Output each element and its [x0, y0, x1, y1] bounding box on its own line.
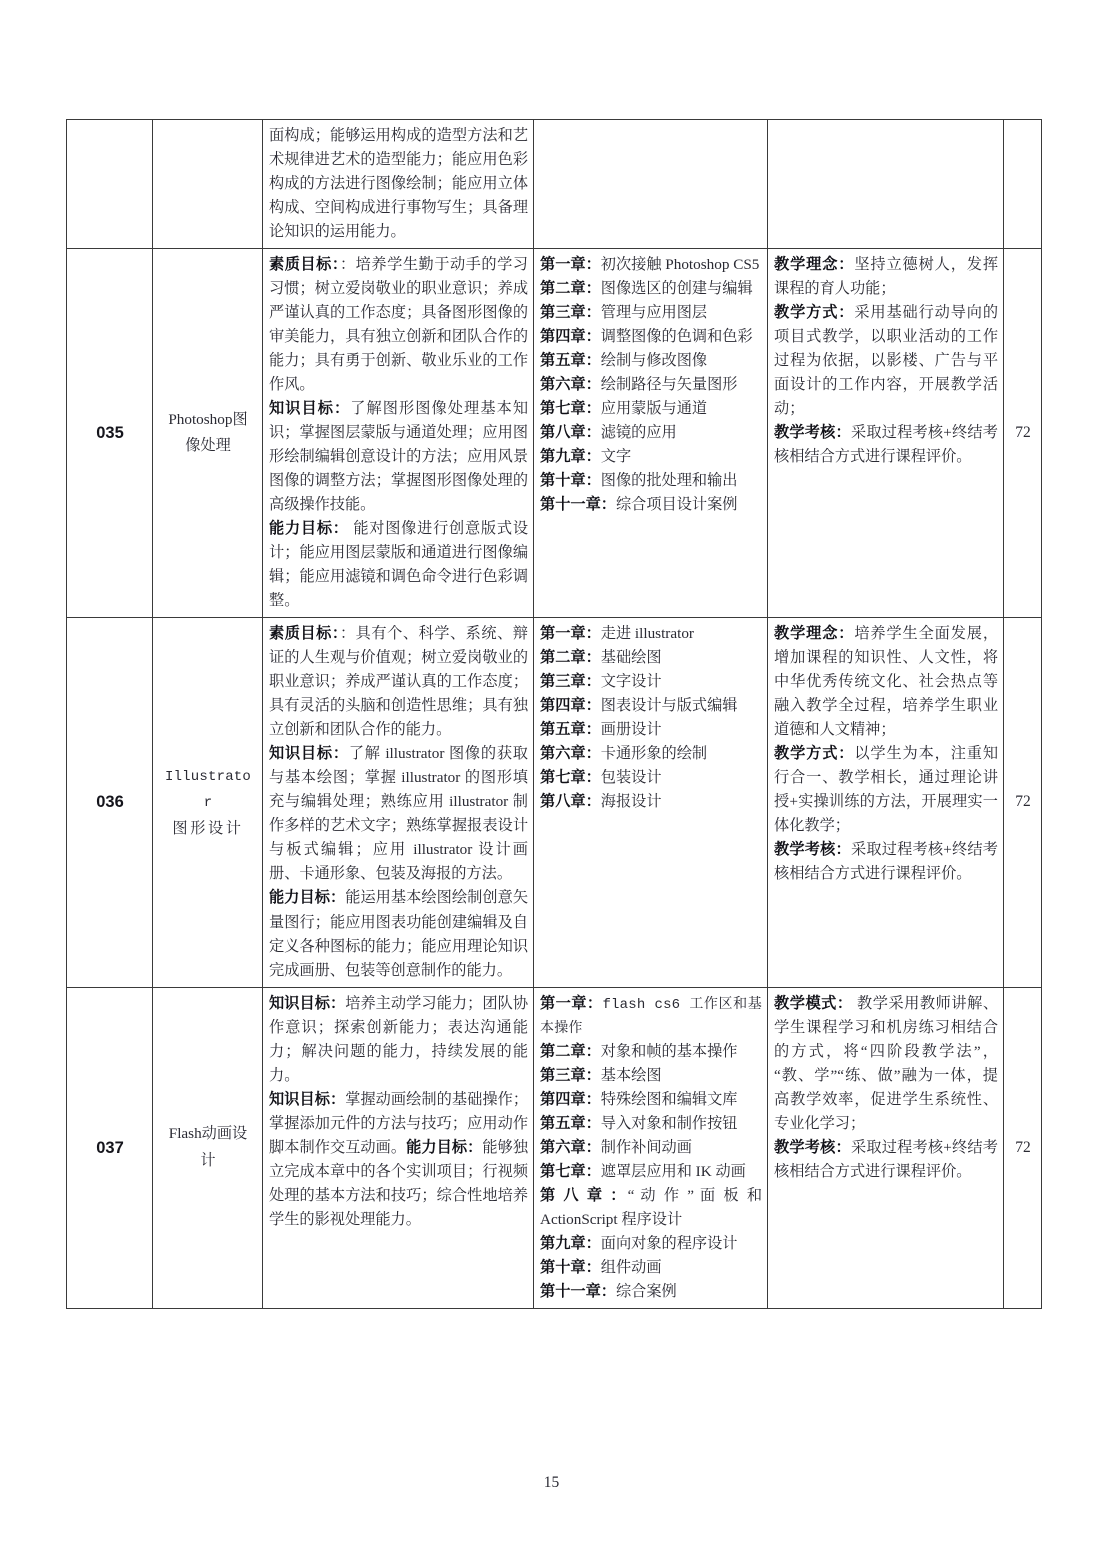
chapter-item: [540, 397, 762, 421]
chapter-label: 第一章：: [540, 994, 603, 1012]
chapter-text: 基本绘图: [600, 1066, 662, 1084]
goal-text: 了解 illustrator 图像的获取与基本绘图；掌握 illustrator 的图形填充与编辑处理；熟练应用 illustrator 制作多样的艺术文字；熟练掌握报表设计与板式编辑；应用 illustrator 设计画册、卡通形象、包装及海报的方法。: [269, 745, 528, 883]
course-name-line: r: [203, 795, 213, 812]
table-row: [67, 618, 1042, 987]
chapter-label: 第九章：: [540, 448, 601, 466]
goal-paragraph: 面构成；能够运用构成的造型方法和艺术规律进艺术的造型能力；能应用色彩构成的方法进行图像绘制；能应用立体构成、空间构成进行事物写生；具备理论知识的运用能力。: [269, 127, 528, 241]
teaching-item: [774, 1136, 998, 1184]
teaching-ideas: [768, 120, 1004, 249]
chapter-item: [540, 992, 762, 1040]
chapter-label: 第三章：: [540, 1066, 601, 1084]
teaching-item: [774, 421, 998, 469]
goal-text: 了解图形图像处理基本知识；掌握图层蒙版与通道处理；应用图形绘制编辑创意设计的方法；应用风景图像的调整方法；掌握图形图像处理的高级操作技能。: [269, 400, 529, 514]
chapter-text: 管理与应用图层: [600, 304, 708, 322]
chapter-item: [540, 421, 762, 445]
chapter-label: 第二章：: [540, 649, 601, 667]
chapter-item: [540, 742, 762, 766]
chapter-text: 对象和帧的基本操作: [600, 1042, 738, 1060]
chapter-text: 绘制与修改图像: [600, 352, 708, 370]
chapter-label: 第五章：: [540, 1114, 601, 1132]
teaching-ideas: [768, 987, 1004, 1308]
teaching-text: 以学生为本，注重知行合一、教学相长，通过理论讲授+实操训练的方法，开展理实一体化教学；: [774, 745, 998, 835]
chapter-item: [540, 622, 762, 646]
course-name-line: Photoshop图: [168, 410, 248, 428]
goal-label: 素质目标：: [269, 625, 340, 643]
course-chapters: [534, 120, 768, 249]
chapter-item: [540, 646, 762, 670]
goal-text: ：具有个、科学、系统、辩证的人生观与价值观；树立爱岗敬业的职业意识；养成严谨认真的工作态度；具有灵活的头脑和创造性思维；具有独立创新和团队合作的能力。: [269, 625, 528, 739]
teaching-item: [774, 742, 998, 838]
chapter-item: [540, 1160, 762, 1184]
chapter-text: 文字: [600, 448, 632, 466]
chapter-label: 第十章：: [540, 1258, 601, 1276]
course-number: 036: [67, 618, 153, 987]
chapter-label: 第四章：: [540, 1090, 601, 1108]
course-hours: [1004, 120, 1042, 249]
chapter-text: 图像选区的创建与编辑: [600, 280, 753, 298]
chapter-label: 第十章：: [540, 472, 601, 490]
course-goals: [263, 987, 534, 1308]
chapter-text: 卡通形象的绘制: [600, 745, 708, 763]
chapter-label: 第四章：: [540, 328, 601, 346]
teaching-label: 教学方式：: [774, 745, 855, 763]
chapter-item: [540, 1112, 762, 1136]
course-hours: 72: [1004, 249, 1042, 618]
chapter-item: [540, 1136, 762, 1160]
goal-paragraph: [269, 886, 528, 982]
teaching-label: 教学理念：: [774, 256, 855, 274]
goal-label: 知识目标：: [269, 745, 349, 763]
chapter-text: 包装设计: [600, 769, 662, 787]
chapter-label: 第五章：: [540, 352, 601, 370]
chapter-label: 第七章：: [540, 400, 601, 418]
course-goals: [263, 618, 534, 987]
chapter-label: 第五章：: [540, 721, 601, 739]
chapter-label: 第二章：: [540, 1042, 601, 1060]
chapter-text: 制作补间动画: [600, 1138, 692, 1156]
course-name-line: Flash动画设: [168, 1125, 248, 1143]
chapter-text: 综合案例: [615, 1282, 677, 1300]
goal-paragraph: [269, 622, 528, 742]
chapter-label: 第三章：: [540, 673, 601, 691]
goal-label: 能力目标：: [269, 520, 349, 538]
course-name: [153, 249, 263, 618]
chapter-text: 组件动画: [600, 1258, 662, 1276]
course-name: [153, 987, 263, 1308]
course-name: [153, 618, 263, 987]
chapter-item: [540, 493, 762, 517]
chapter-text: 绘制路径与矢量图形: [600, 376, 738, 394]
course-number: [67, 120, 153, 249]
chapter-text: 综合项目设计案例: [615, 496, 738, 514]
course-number: 037: [67, 987, 153, 1308]
chapter-label: 第六章：: [540, 745, 601, 763]
chapter-label: 第二章：: [540, 280, 601, 298]
goal-text: 培养主动学习能力；团队协作意识；探索创新能力；表达沟通能力；解决问题的能力，持续发展的能力。: [269, 994, 529, 1084]
chapter-label: 第 八 章 ：: [540, 1186, 628, 1204]
chapter-label: 第六章：: [540, 376, 601, 394]
chapter-text: 图表设计与版式编辑: [600, 697, 738, 715]
course-goals: [263, 249, 534, 618]
teaching-text: 采取过程考核+终结考核相结合方式进行课程评价。: [774, 841, 998, 883]
teaching-text: 培养学生全面发展， 增加课程的知识性、人文性，将中华优秀传统文化、社会热点等融入教学全过程，培养学生职业道德和人文精神；: [774, 625, 998, 739]
chapter-text: 画册设计: [600, 721, 662, 739]
chapter-label: 第十一章：: [540, 496, 616, 514]
course-hours: 72: [1004, 618, 1042, 987]
teaching-item: [774, 253, 998, 301]
chapter-text: flash cs6 工作区和基本操作: [540, 996, 763, 1037]
chapter-item: [540, 670, 762, 694]
course-hours: 72: [1004, 987, 1042, 1308]
table-row: [67, 987, 1042, 1308]
goal-text: 能够独立完成本章中的各个实训项目；行视频处理的基本方法和技巧；综合性地培养学生的影视处理能力。: [269, 1138, 529, 1228]
chapter-label: 第八章：: [540, 793, 601, 811]
table-row: [67, 249, 1042, 618]
chapter-item: [540, 718, 762, 742]
chapter-item: [540, 1232, 762, 1256]
teaching-item: [774, 992, 998, 1136]
chapter-text: 文字设计: [600, 673, 662, 691]
chapter-item: [540, 253, 762, 277]
chapter-item: [540, 1280, 762, 1304]
teaching-label: 教学考核：: [774, 1138, 851, 1156]
goal-paragraph: [269, 517, 528, 613]
teaching-ideas: [768, 618, 1004, 987]
course-goals: [263, 120, 534, 249]
chapter-item: [540, 1040, 762, 1064]
teaching-ideas: [768, 249, 1004, 618]
course-number: 035: [67, 249, 153, 618]
chapter-text: 面向对象的程序设计: [600, 1234, 738, 1252]
course-name-line: 像处理: [185, 437, 231, 455]
goal-paragraph: [269, 253, 528, 397]
course-name-line: Illustrato: [164, 768, 251, 785]
table-row: [67, 120, 1042, 249]
goal-label: 素质目标：: [269, 256, 340, 274]
teaching-text: 采用基础行动导向的项目式教学，以职业活动的工作过程为依据，以影楼、广告与平面设计的工作内容，开展教学活动；: [774, 304, 998, 418]
chapter-label: 第一章：: [540, 256, 601, 274]
goal-paragraph: [269, 992, 528, 1088]
chapter-item: [540, 1184, 762, 1232]
goal-label: 知识目标：: [269, 994, 346, 1012]
chapter-label: 第十一章：: [540, 1282, 616, 1300]
chapter-item: [540, 469, 762, 493]
chapter-text: 初次接触 Photoshop CS5: [600, 256, 760, 274]
chapter-text: 特殊绘图和编辑文库: [600, 1090, 738, 1108]
goal-text: 掌握动画绘制的基础操作；掌握添加元件的方法与技巧；应用动作脚本制作交互动画。: [269, 1090, 529, 1156]
chapter-label: 第八章：: [540, 424, 601, 442]
chapter-label: 第七章：: [540, 769, 601, 787]
teaching-label: 教学方式：: [774, 304, 855, 322]
chapter-item: [540, 1088, 762, 1112]
chapter-text: 基础绘图: [600, 649, 662, 667]
chapter-item: [540, 325, 762, 349]
chapter-label: 第七章：: [540, 1162, 601, 1180]
teaching-label: 教学考核：: [774, 424, 851, 442]
goal-paragraph: [269, 397, 528, 517]
course-name-line: 图形设计: [172, 819, 244, 837]
goal-label: 知识目标：: [269, 1090, 346, 1108]
chapter-text: 遮罩层应用和 IK 动画: [600, 1162, 746, 1180]
chapter-item: [540, 766, 762, 790]
course-chapters: [534, 987, 768, 1308]
chapter-text: “ 动 作 ” 面 板 和 ActionScript 程序设计: [540, 1186, 763, 1228]
chapter-label: 第九章：: [540, 1234, 601, 1252]
chapter-item: [540, 445, 762, 469]
teaching-item: [774, 301, 998, 421]
teaching-text: 采取过程考核+终结考核相结合方式进行课程评价。: [774, 1138, 998, 1180]
course-chapters: [534, 618, 768, 987]
goal-paragraph: [269, 1088, 528, 1232]
chapter-label: 第一章：: [540, 625, 601, 643]
goal-label: 能力目标：: [269, 889, 346, 907]
course-chapters: [534, 249, 768, 618]
teaching-item: [774, 622, 998, 742]
teaching-text: 坚持立德树人，发挥课程的育人功能；: [774, 256, 998, 298]
teaching-label: 教学考核：: [774, 841, 851, 859]
chapter-label: 第三章：: [540, 304, 601, 322]
teaching-label: 教学理念：: [774, 625, 855, 643]
teaching-item: [774, 838, 998, 886]
chapter-text: 调整图像的色调和色彩: [600, 328, 753, 346]
chapter-text: 图像的批处理和输出: [600, 472, 738, 490]
chapter-item: [540, 373, 762, 397]
chapter-text: 导入对象和制作按钮: [600, 1114, 738, 1132]
chapter-item: [540, 790, 762, 814]
chapter-text: 走进 illustrator: [600, 625, 694, 643]
teaching-text: 采取过程考核+终结考核相结合方式进行课程评价。: [774, 424, 998, 466]
goal-paragraph: [269, 742, 528, 886]
page-number: 15: [543, 1474, 560, 1491]
teaching-text: 教学采用教师讲解、学生课程学习和机房练习相结合的方式，将“四阶段教学法”， “教、学”“练、做”融为一体，提高教学效率，促进学生系统性、专业化学习；: [774, 994, 999, 1132]
goal-text: 能对图像进行创意版式设计；能应用图层蒙版和通道进行图像编辑；能应用滤镜和调色命令进行色彩调整。: [269, 520, 529, 610]
chapter-item: [540, 694, 762, 718]
chapter-item: [540, 277, 762, 301]
goal-label: 能力目标：: [406, 1138, 483, 1156]
chapter-label: 第六章：: [540, 1138, 601, 1156]
course-name: [153, 120, 263, 249]
chapter-item: [540, 301, 762, 325]
chapter-text: 应用蒙版与通道: [600, 400, 708, 418]
chapter-item: [540, 1256, 762, 1280]
goal-label: 知识目标：: [269, 400, 351, 418]
chapter-text: 海报设计: [600, 793, 662, 811]
goal-text: ：培养学生勤于动手的学习习惯；树立爱岗敬业的职业意识；养成严谨认真的工作态度；具备图形图像的审美能力，具有独立创新和团队合作的能力；具有勇于创新、敬业乐业的工作作风。: [269, 256, 528, 394]
goal-text: 能运用基本绘图绘制创意矢量图行；能应用图表功能创建编辑及自定义各种图标的能力；能应用理论知识完成画册、包装等创意制作的能力。: [269, 889, 529, 979]
course-name-line: 计: [200, 1151, 216, 1169]
chapter-item: [540, 1064, 762, 1088]
curriculum-table: [66, 119, 1042, 1309]
chapter-text: 滤镜的应用: [600, 424, 677, 442]
teaching-label: 教学模式：: [774, 994, 853, 1012]
chapter-label: 第四章：: [540, 697, 601, 715]
chapter-item: [540, 349, 762, 373]
